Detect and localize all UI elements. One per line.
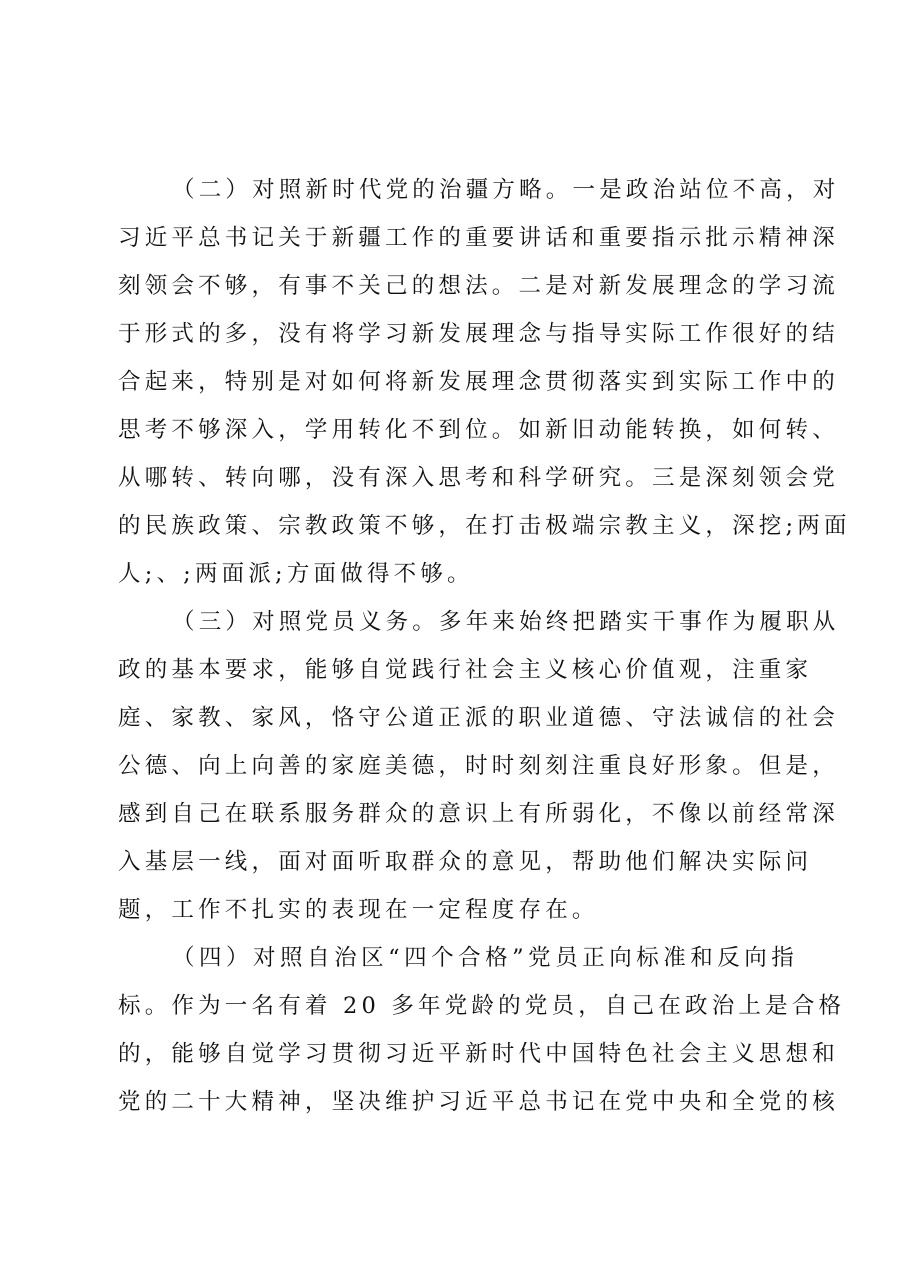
paragraph-2-line-8: 的民族政策、宗教政策不够，在打击极端宗教主义，深挖;两面 — [118, 513, 851, 539]
paragraph-2-line-1: （二）对照新时代党的治疆方略。一是政治站位不高，对 — [172, 177, 840, 203]
paragraph-4-line-3: 的，能够自觉学习贯彻习近平新时代中国特色社会主义思想和 — [118, 1041, 839, 1067]
paragraph-3-line-6: 入基层一线，面对面听取群众的意见，帮助他们解决实际问 — [118, 849, 813, 875]
paragraph-2-line-7: 从哪转、转向哪，没有深入思考和科学研究。三是深刻领会党 — [118, 465, 839, 491]
paragraph-2-line-2: 习近平总书记关于新疆工作的重要讲话和重要指示批示精神深 — [118, 225, 839, 251]
document-body — [118, 166, 851, 1126]
paragraph-3-line-4: 公德、向上向善的家庭美德，时时刻刻注重良好形象。但是， — [118, 753, 839, 779]
paragraph-3-line-3: 庭、家教、家风，恪守公道正派的职业道德、守法诚信的社会 — [118, 705, 839, 731]
paragraph-3-line-2: 政的基本要求，能够自觉践行社会主义核心价值观，注重家 — [118, 657, 813, 683]
paragraph-3-line-5: 感到自己在联系服务群众的意识上有所弱化，不像以前经常深 — [118, 801, 839, 827]
paragraph-2-line-9: 人;、;两面派;方面做得不够。 — [118, 561, 474, 587]
paragraph-4-line-2: 标。作为一名有着 20 多年党龄的党员，自己在政治上是合格 — [118, 993, 846, 1019]
paragraph-3-line-1: （三）对照党员义务。多年来始终把踏实干事作为履职从 — [172, 609, 840, 635]
paragraph-4-line-1: （四）对照自治区“四个合格”党员正向标准和反向指 — [172, 945, 798, 971]
paragraph-2-line-6: 思考不够深入，学用转化不到位。如新旧动能转换，如何转、 — [118, 417, 839, 443]
paragraph-4-line-4: 党的二十大精神，坚决维护习近平总书记在党中央和全党的核 — [118, 1089, 839, 1115]
paragraph-2-line-4: 于形式的多，没有将学习新发展理念与指导实际工作很好的结 — [118, 321, 839, 347]
paragraph-2-line-3: 刻领会不够，有事不关己的想法。二是对新发展理念的学习流 — [118, 273, 839, 299]
paragraph-3-line-7: 题，工作不扎实的表现在一定程度存在。 — [118, 897, 599, 923]
paragraph-2-line-5: 合起来，特别是对如何将新发展理念贯彻落实到实际工作中的 — [118, 369, 839, 395]
